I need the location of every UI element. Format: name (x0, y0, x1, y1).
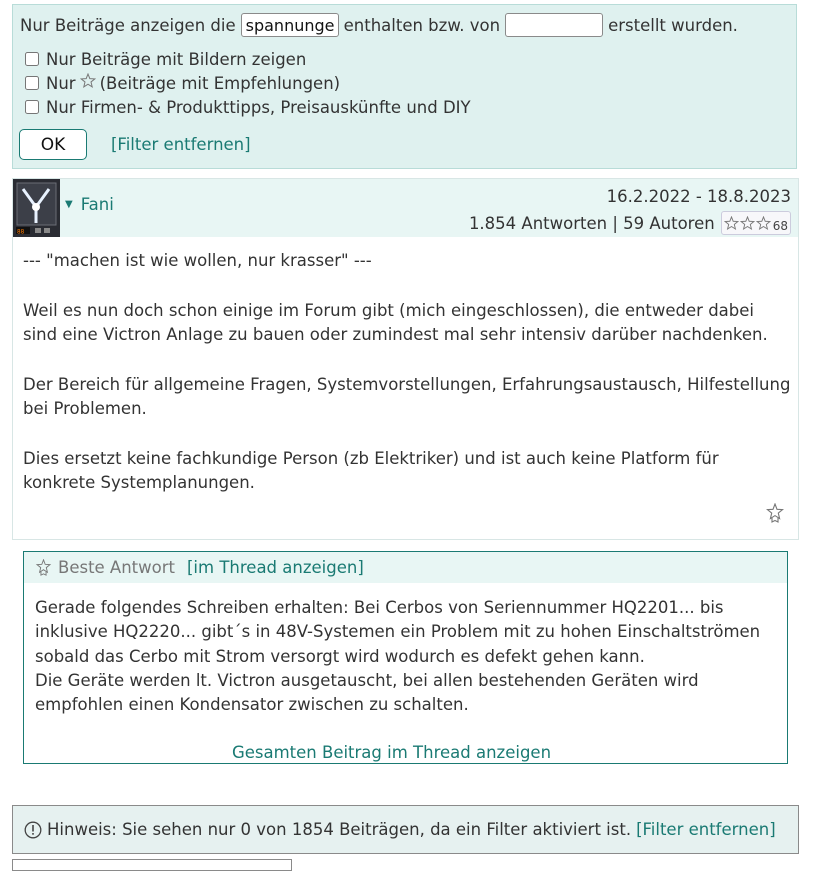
filter-text-prefix: Nur Beiträge anzeigen die (20, 15, 236, 35)
search-term-input[interactable] (241, 13, 339, 37)
recommend-star-icon[interactable] (766, 503, 784, 523)
recommended-label-prefix: Nur (46, 73, 76, 93)
notice-remove-filter-link[interactable]: [Filter entfernen] (636, 820, 776, 839)
thread-paragraph: Der Bereich für allgemeine Fragen, Systemvorstellungen, Erfahrungsaustausch, Hilfestellung bei Problemen. (23, 374, 791, 418)
thread-card (12, 178, 799, 540)
thread-paragraph: Weil es nun doch schon einige im Forum gibt (mich eingeschlossen), die entweder dabei sind eine Victron Anlage zu bauen oder zumindest mal sehr intensiv darüber nachdenken. (23, 300, 768, 344)
pagination-partial (12, 859, 292, 871)
thread-paragraph: Dies ersetzt keine fachkundige Person (zb Elektriker) und ist auch keine Platform für konkrete Systemplanungen. (23, 448, 719, 492)
svg-text:88: 88 (17, 228, 25, 236)
star-icon (80, 73, 96, 89)
caret-down-icon: ▼ (65, 199, 73, 210)
info-circle-icon (24, 821, 42, 839)
filter-images-option[interactable] (25, 48, 306, 70)
filter-company-option[interactable] (25, 96, 471, 118)
remove-filter-link[interactable]: [Filter entfernen] (111, 135, 251, 154)
recommendation-count: 68 (772, 219, 788, 233)
thread-author[interactable] (65, 195, 114, 214)
thread-stats-text: 1.854 Antworten | 59 Autoren (468, 213, 715, 233)
best-answer-paragraph: Gerade folgendes Schreiben erhalten: Bei Cerbos von Seriennummer HQ2201... bis inklusive HQ2220... gibt´s in 48V-Systemen ein Problem mit zu hohen Einschaltströmen sobald das Cerbo mit Strom versorgt wird wodurch es defekt gehen kann. (35, 598, 761, 666)
best-answer-footer (24, 743, 759, 762)
best-answer-paragraph: Die Geräte werden lt. Victron ausgetauscht, bei allen bestehenden Geräten wird empfohlen einen Kondensator zwischen zu schalten. (35, 670, 699, 715)
author-name-link[interactable]: Fani (80, 195, 114, 214)
recommendation-badge (721, 211, 791, 235)
thread-body (23, 249, 793, 521)
filter-text-suffix: erstellt wurden. (608, 15, 738, 35)
author-or-date-input[interactable] (505, 13, 603, 37)
filter-notice (12, 805, 799, 854)
images-only-checkbox[interactable] (25, 52, 39, 66)
filter-recommended-option[interactable] (25, 72, 340, 94)
best-answer-body (35, 596, 780, 717)
best-answer-label: Beste Antwort (58, 558, 175, 577)
company-tips-checkbox[interactable] (25, 100, 39, 114)
star-ribbon-icon (35, 559, 52, 576)
filter-text-middle: enthalten bzw. von (343, 15, 501, 35)
ok-button[interactable]: OK (19, 129, 87, 160)
images-only-label: Nur Beiträge mit Bildern zeigen (46, 49, 307, 69)
thread-stats (469, 211, 791, 235)
filter-panel (12, 4, 797, 169)
thread-paragraph: --- "machen ist wie wollen, nur krasser" --- (23, 251, 372, 270)
company-tips-label: Nur Firmen- & Produkttipps, Preisauskünfte und DIY (46, 97, 471, 117)
star-icon (724, 216, 739, 231)
recommended-label-suffix: (Beiträge mit Empfehlungen) (99, 73, 341, 93)
best-answer-box (23, 551, 788, 764)
recommended-only-checkbox[interactable] (25, 76, 39, 90)
notice-text: Hinweis: Sie sehen nur 0 von 1854 Beiträgen, da ein Filter aktiviert ist. (47, 820, 632, 839)
thread-date-range: 16.2.2022 - 18.8.2023 (606, 187, 791, 206)
star-icon (740, 216, 755, 231)
avatar[interactable] (13, 179, 60, 237)
filter-text-row (20, 12, 738, 38)
star-icon (756, 216, 771, 231)
full-post-link[interactable]: Gesamten Beitrag im Thread anzeigen (231, 743, 552, 762)
show-in-thread-link[interactable]: [im Thread anzeigen] (187, 558, 364, 577)
thread-header (13, 179, 798, 237)
best-answer-header (24, 552, 787, 583)
